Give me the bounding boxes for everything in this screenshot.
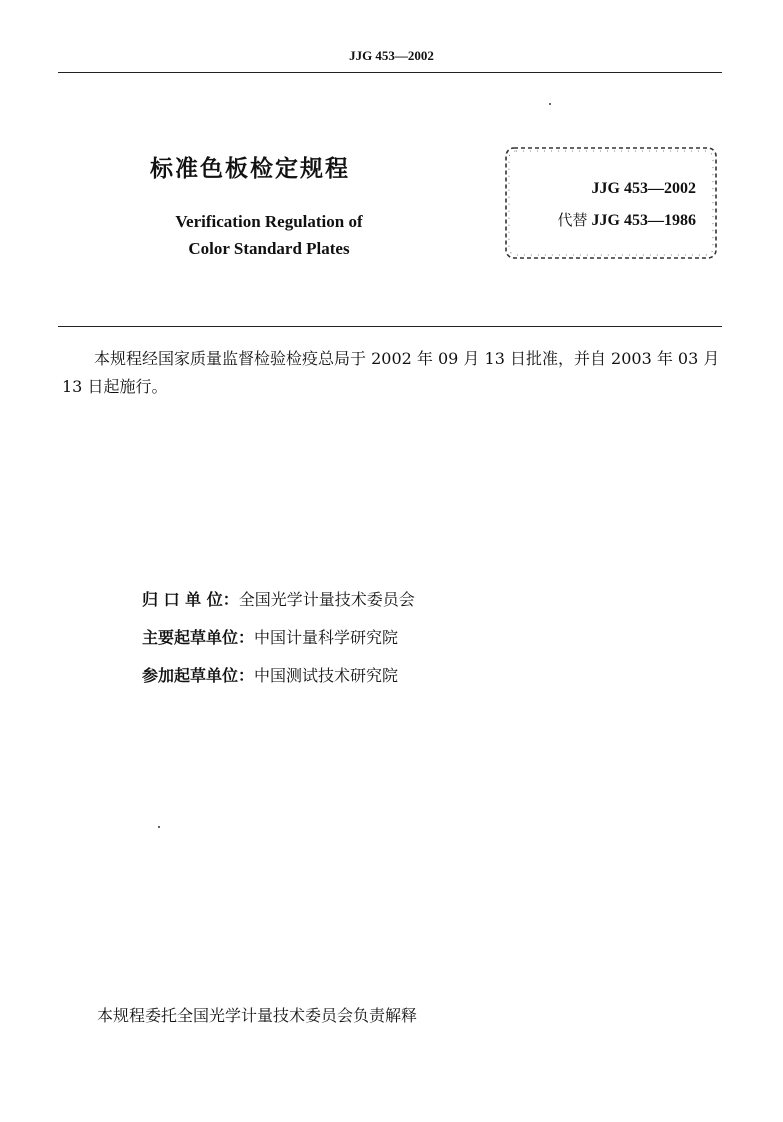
title-chinese: 标准色板检定规程 [150,156,350,182]
code-box [500,142,722,264]
unit-label: 参加起草单位： [142,666,255,685]
replaced-code: JJG 453—1986 [591,212,696,229]
unit-label: 归 口 单 位： [142,590,239,609]
replaces-prefix: 代替 [557,211,588,229]
unit-value: 全国光学计量技术委员会 [238,590,415,609]
header-code: JJG 453—2002 [349,48,434,63]
footer-note: 本规程委托全国光学计量技术委员会负责解释 [97,1006,418,1025]
section-rule [58,326,722,327]
replaces-line [558,209,696,230]
unit-row-main-drafter [142,628,398,648]
unit-value: 中国测试技术研究院 [254,666,399,685]
unit-row-responsible [142,590,415,610]
unit-value: 中国计量科学研究院 [254,628,399,647]
unit-label: 主要起草单位： [142,628,255,647]
unit-row-participating-drafter [142,666,398,686]
approval-paragraph: 本规程经国家质量监督检验检疫总局于 2002 年 09 月 13 日批准，并自 2003 年 03 月 13 日起施行。 [62,349,720,396]
standard-code: JJG 453—2002 [591,180,696,197]
speck-mark [549,103,551,105]
decorative-chain-border [500,142,722,264]
title-english-line2: Color Standard Plates [188,239,350,258]
header-rule [58,72,722,73]
speck-mark [158,826,160,828]
title-english-line1: Verification Regulation of [175,212,363,231]
